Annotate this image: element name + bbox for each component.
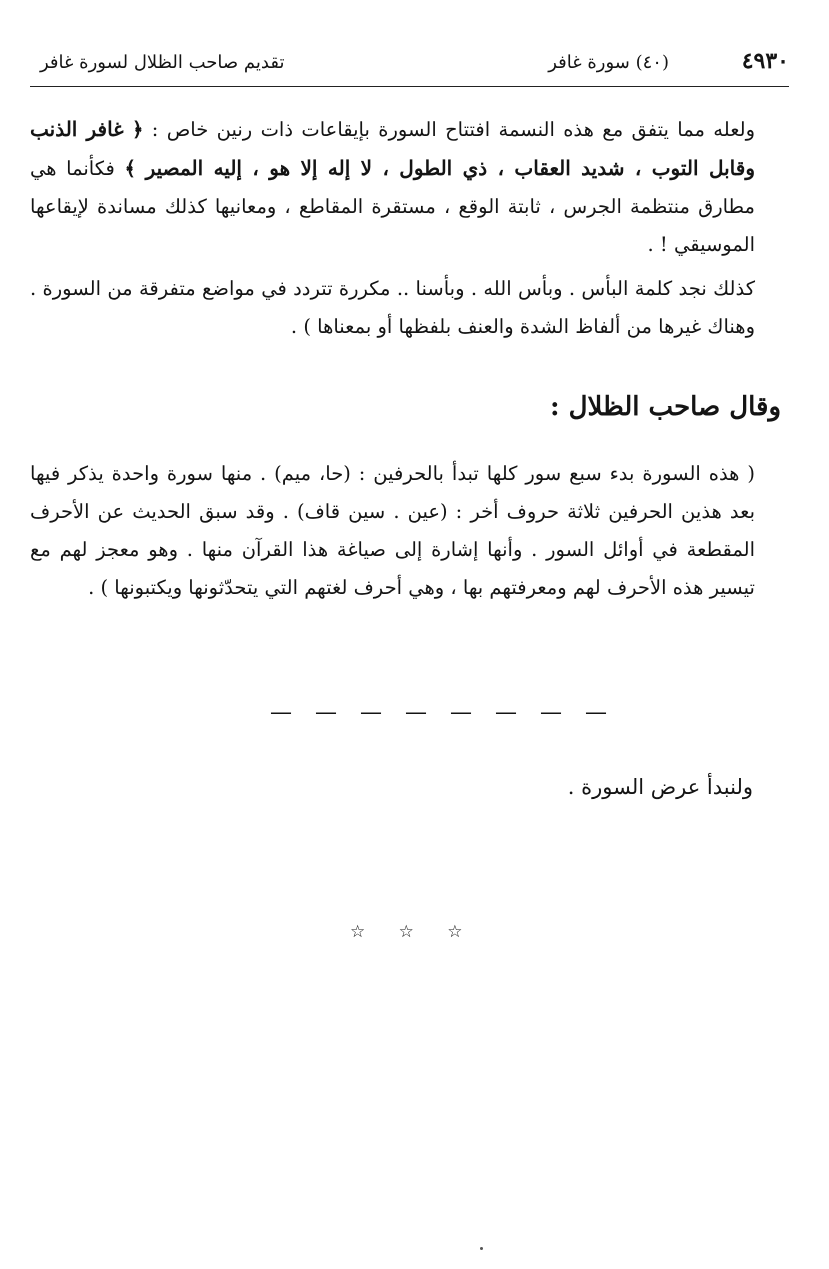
section-heading: وقال صاحب الظلال :	[549, 392, 781, 422]
paragraph-repetition: كذلك نجد كلمة البأس . وبأس الله . وبأسنا .. مكررة تتردد في مواضع متفرقة من السورة . وهناك غيرها من ألفاظ الشدة والعنف بلفظها أو بمعناها ) .	[30, 277, 755, 338]
paragraph-intro: ولعله مما يتفق مع هذه النسمة افتتاح السورة بإيقاعات ذات رنين خاص :	[151, 118, 755, 141]
running-header	[30, 42, 789, 87]
closing-line: ولنبدأ عرض السورة .	[567, 775, 753, 799]
stars-ornament: ☆ ☆ ☆	[350, 922, 477, 942]
paragraph-opening-verses	[30, 110, 781, 264]
paragraph-rest: فكأنما هي مطارق منتظمة الجرس ، ثابتة الوقع ، مستقرة المقاطع ، ومعانيها كذلك مساندة لإيقاعها الموسيقي ! .	[30, 157, 755, 256]
paragraph-quote: ( هذه السورة بدء سبع سور كلها تبدأ بالحرفين : (حا، ميم) . منها سورة واحدة يذكر فيها بعد هذين الحرفين ثلاثة حروف أخر : (عين . سين قاف) . وقد سبق الحديث عن الأحرف المقطعة في أوائل السور . وأنها إشارة إلى صياغة هذا القرآن منها . وهو معجز لهم مع تيسير هذه الأحرف لهم ومعرفتهم بها ، وهي أحرف لغتهم التي يتحدّثونها ويكتبونها ) .	[30, 462, 755, 599]
quran-bracket-close: ﴾	[124, 157, 136, 180]
dashed-separator: — — — — — — — —	[270, 700, 615, 725]
surah-label: (٤٠) سورة غافر	[548, 52, 669, 73]
quran-bracket-open: ﴿	[131, 118, 144, 141]
quran-verse: غافر الذنب وقابل التوب ، شديد العقاب ، ذي الطول ، لا إله إلا هو ، إليه المصير	[30, 117, 755, 180]
page-number: ٤٩٣٠	[741, 48, 789, 74]
stray-dot	[480, 1247, 483, 1250]
section-title: تقديم صاحب الظلال لسورة غافر	[40, 52, 285, 73]
